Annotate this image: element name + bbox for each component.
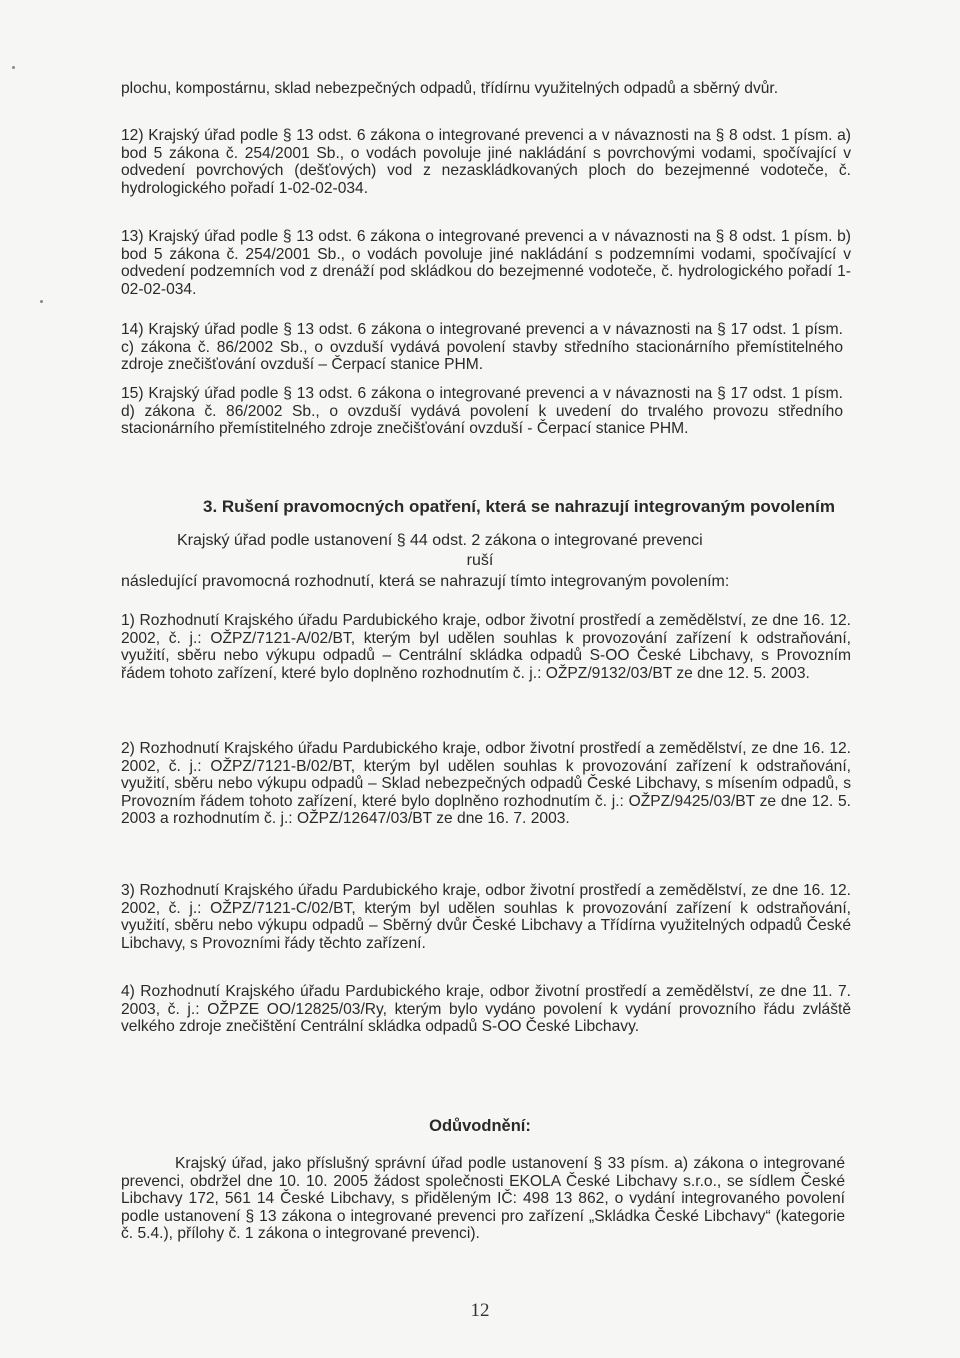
section-3-verb: ruší (466, 552, 494, 569)
section-3-item-2: 2) Rozhodnutí Krajského úřadu Pardubického kraje, odbor životní prostředí a zemědělství, ze dne 16. 12. 2002, č. j.: OŽPZ/7121-B/02/BT, kterým byl udělen souhlas k provozování zařízení k odstraňování, využití, sběru nebo výkupu odpadů – Sklad nebezpečných odpadů České Libchavy, s mísením odpadů, s Provozním řádem tohoto zařízení, které bylo doplněno rozhodnutím č. j.: OŽPZ/9425/03/BT ze dne 12. 5. 2003 a rozhodnutím č. j.: OŽPZ/12647/03/BT ze dne 16. 7. 2003. (121, 740, 851, 828)
section-3-item-1: 1) Rozhodnutí Krajského úřadu Pardubického kraje, odbor životní prostředí a zemědělství, ze dne 16. 12. 2002, č. j.: OŽPZ/7121-A/02/BT, kterým byl udělen souhlas k provozování zařízení k odstraňování, využití, sběru nebo výkupu odpadů – Centrální skládka odpadů S-OO České Libchavy, s Provozním řádem tohoto zařízení, které bylo doplněno rozhodnutím č. j.: OŽPZ/9132/03/BT ze dne 12. 5. 2003. (121, 612, 851, 682)
item-13: 13) Krajský úřad podle § 13 odst. 6 zákona o integrované prevenci a v návaznosti na § 8 odst. 1 písm. b) bod 5 zákona č. 254/2001 Sb., o vodách povoluje jiné nakládání s podzemními vodami, spočívající v odvedení podzemních vod z drenáží pod skládkou do bezejmenné vodoteče, č. hydrologického pořadí 1-02-02-034. (121, 228, 851, 298)
section-3-lead: následující pravomocná rozhodnutí, která se nahrazují tímto integrovaným povolením: (121, 573, 730, 590)
reasoning-heading: Odůvodnění: (429, 1117, 531, 1135)
item-15: 15) Krajský úřad podle § 13 odst. 6 zákona o integrované prevenci a v návaznosti na § 17 odst. 1 písm. d) zákona č. 86/2002 Sb., o ovzduší vydává povolení k uvedení do trvalého provozu středního stacionárního přemístitelného zdroje znečišťování ovzduší - Čerpací stanice PHM. (121, 385, 843, 438)
item-12: 12) Krajský úřad podle § 13 odst. 6 zákona o integrované prevenci a v návaznosti na § 8 odst. 1 písm. a) bod 5 zákona č. 254/2001 Sb., o vodách povoluje jiné nakládání s povrchovými vodami, spočívající v odvedení povrchových (dešťových) vod z nezaskládkovaných ploch do bezejmenné vodoteče, č. hydrologického pořadí 1-02-02-034. (121, 127, 851, 197)
section-3-heading: 3. Rušení pravomocných opatření, která se nahrazují integrovaným povolením (203, 497, 836, 516)
section-3-item-4: 4) Rozhodnutí Krajského úřadu Pardubického kraje, odbor životní prostředí a zemědělství, ze dne 11. 7. 2003, č. j.: OŽPZE OO/12825/03/Ry, kterým bylo vydáno povolení k vydání provozního řádu zvláště velkého zdroje znečištění Centrální skládka odpadů S-OO České Libchavy. (121, 983, 851, 1036)
reasoning-text: Krajský úřad, jako příslušný správní úřad podle ustanovení § 33 písm. a) zákona o integrované prevenci, obdržel dne 10. 10. 2005 žádost společnosti EKOLA České Libchavy s.r.o., se sídlem České Libchavy 172, 561 14 České Libchavy, s přiděleným IČ: 498 13 862, o vydání integrovaného povolení podle ustanovení § 13 zákona o integrované prevenci pro zařízení „Skládka České Libchavy“ (kategorie č. 5.4.), přílohy č. 1 zákona o integrované prevenci). (121, 1155, 845, 1243)
scan-speck (12, 66, 15, 69)
paragraph-top: plochu, kompostárnu, sklad nebezpečných odpadů, třídírnu využitelných odpadů a sběrný dvůr. (121, 80, 779, 97)
section-3-item-3: 3) Rozhodnutí Krajského úřadu Pardubického kraje, odbor životní prostředí a zemědělství, ze dne 16. 12. 2002, č. j.: OŽPZ/7121-C/02/BT, kterým byl udělen souhlas k provozování zařízení k odstraňování, využití, sběru nebo výkupu odpadů – Sběrný dvůr České Libchavy a Třídírna využitelných odpadů České Libchavy, s Provozními řády těchto zařízení. (121, 882, 851, 952)
section-3-intro: Krajský úřad podle ustanovení § 44 odst. 2 zákona o integrované prevenci (177, 532, 703, 549)
scan-speck (40, 300, 43, 303)
item-14: 14) Krajský úřad podle § 13 odst. 6 zákona o integrované prevenci a v návaznosti na § 17 odst. 1 písm. c) zákona č. 86/2002 Sb., o ovzduší vydává povolení stavby středního stacionárního přemístitelného zdroje znečišťování ovzduší – Čerpací stanice PHM. (121, 321, 843, 374)
page-number: 12 (470, 1300, 490, 1321)
